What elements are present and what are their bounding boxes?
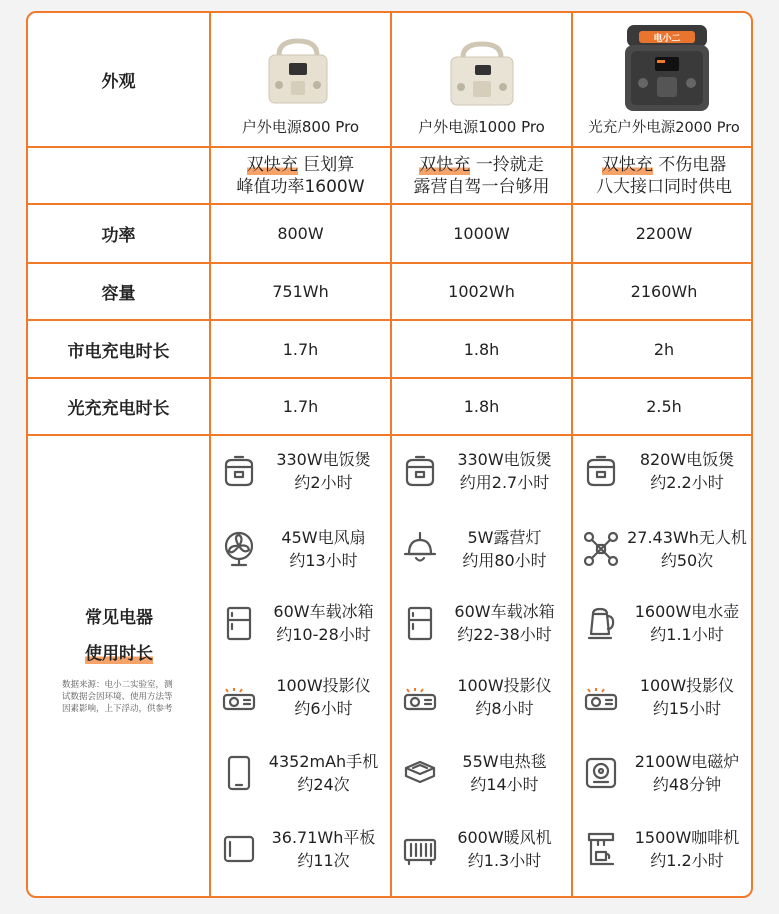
appliance-line1: 100W投影仪 — [639, 676, 735, 695]
appliance-text — [440, 526, 569, 572]
rice-cooker-icon — [581, 451, 621, 491]
appliance-text — [259, 674, 388, 720]
appearance-label: 外观 — [101, 72, 136, 92]
appliance-line1: 820W电饭煲 — [639, 450, 735, 469]
appliance-text — [621, 674, 753, 720]
appliance-line2: 约24次 — [297, 775, 350, 794]
spec-value: 1.8h — [463, 339, 500, 359]
appliance-text — [621, 526, 753, 572]
slogan-1000pro — [392, 148, 571, 203]
product-image-1000pro — [447, 39, 517, 109]
slogan-text: 巨划算 — [297, 154, 355, 175]
appliance-line2: 约10-28小时 — [276, 625, 371, 644]
appliance-text — [621, 750, 753, 796]
appliance-item — [219, 669, 388, 725]
slogan-2000pro — [573, 148, 753, 203]
appliance-line1: 27.43Wh无人机 — [627, 528, 747, 547]
row-divider — [28, 434, 751, 436]
appliance-text — [440, 448, 569, 494]
appliance-line2: 约50次 — [660, 551, 714, 570]
spec-value: 1.7h — [282, 339, 319, 359]
spec-value: 2200W — [635, 224, 693, 243]
appliance-line1: 600W暖风机 — [457, 828, 552, 847]
appliance-text — [259, 526, 388, 572]
spec-value: 1002Wh — [448, 282, 515, 301]
appliance-line2: 约8小时 — [475, 699, 534, 718]
appliance-line2: 约2.2小时 — [650, 473, 724, 492]
tablet-icon — [219, 829, 259, 869]
appliance-line1: 45W电风扇 — [281, 528, 366, 547]
appliance-item — [400, 745, 569, 801]
comparison-table — [26, 11, 753, 898]
spec-value: 2.5h — [646, 397, 682, 416]
fridge-icon — [400, 603, 440, 643]
slogan-highlight: 双快充 — [246, 154, 298, 175]
appliance-item — [400, 521, 569, 577]
appliance-line2: 约1.3小时 — [467, 851, 542, 870]
spec-value: 2h — [653, 339, 675, 359]
appliance-line2: 约13小时 — [289, 551, 358, 570]
appliance-line1: 4352mAh手机 — [268, 752, 379, 771]
slogan-text: 一拎就走 — [470, 154, 544, 175]
appliance-text — [259, 600, 388, 646]
appliance-line1: 55W电热毯 — [462, 752, 547, 771]
appliance-line2: 约用2.7小时 — [459, 473, 550, 492]
appliance-item — [581, 821, 753, 877]
appliance-line2: 约48分钟 — [652, 775, 722, 794]
appliance-item — [219, 521, 388, 577]
fan-icon — [219, 529, 259, 569]
phone-icon — [219, 753, 259, 793]
slogan-line2: 八大接口同时供电 — [596, 176, 732, 197]
appliance-item — [400, 821, 569, 877]
appliance-item — [581, 443, 753, 499]
slogan-text: 不伤电器 — [652, 154, 727, 175]
product-name-800pro: 户外电源800 Pro — [241, 118, 360, 136]
appliance-line1: 1500W咖啡机 — [634, 828, 740, 847]
appliance-line1: 2100W电磁炉 — [634, 752, 740, 771]
slogan-highlight: 双快充 — [419, 154, 471, 175]
appliance-text — [440, 674, 569, 720]
appliance-text — [621, 826, 753, 872]
appliance-item — [581, 669, 753, 725]
appliance-text — [259, 826, 388, 872]
fridge-icon — [219, 603, 259, 643]
slogan-line2: 露营自驾一台够用 — [413, 176, 550, 197]
coffee-machine-icon — [581, 829, 621, 869]
spec-label-ac-charge: 市电充电时长 — [67, 341, 170, 362]
projector-icon — [581, 677, 621, 717]
appliance-text — [621, 600, 753, 646]
appliance-item — [581, 595, 753, 651]
appliance-line2: 约11次 — [297, 851, 350, 870]
spec-value: 1.8h — [463, 397, 500, 416]
appliance-item — [219, 821, 388, 877]
drone-icon — [581, 529, 621, 569]
spec-label-power: 功率 — [101, 226, 136, 246]
appliance-item — [581, 745, 753, 801]
appliance-line2: 约6小时 — [294, 699, 353, 718]
data-source-note: 数据来源：电小二实验室，测试数据会因环境、使用方法等因素影响，上下浮动，供参考 — [62, 680, 173, 714]
product-name-2000pro: 光充户外电源2000 Pro — [588, 120, 740, 136]
appliance-line2: 约15小时 — [652, 699, 722, 718]
appliance-item — [400, 669, 569, 725]
appliance-text — [440, 600, 569, 646]
spec-label-solar-charge: 光充充电时长 — [67, 399, 170, 419]
appliance-text — [440, 750, 569, 796]
spec-value: 1.7h — [282, 397, 319, 416]
appliance-item — [581, 521, 753, 577]
appliance-title-line2 — [28, 639, 210, 664]
slogan-highlight: 双快充 — [601, 154, 653, 175]
appliance-line1: 5W露营灯 — [467, 528, 542, 547]
projector-icon — [400, 677, 440, 717]
product-image-800pro — [265, 35, 331, 107]
appliance-item — [219, 745, 388, 801]
appliance-line1: 36.71Wh平板 — [271, 828, 376, 847]
induction-cooker-icon — [581, 753, 621, 793]
product-image-2000pro — [621, 21, 713, 115]
appliance-line2: 约2小时 — [294, 473, 353, 492]
appliance-line1: 330W电饭煲 — [276, 450, 371, 469]
kettle-icon — [581, 603, 621, 643]
spec-label-capacity: 容量 — [101, 284, 136, 304]
appliance-line1: 100W投影仪 — [457, 676, 552, 695]
appliance-item — [219, 595, 388, 651]
appliance-text — [259, 448, 388, 494]
heater-icon — [400, 829, 440, 869]
rice-cooker-icon — [400, 451, 440, 491]
spec-value: 800W — [277, 224, 324, 243]
rice-cooker-icon — [219, 451, 259, 491]
appliance-text — [440, 826, 569, 872]
projector-icon — [219, 677, 259, 717]
brand-mark: 电小二 — [653, 34, 681, 44]
appliance-line2: 约1.2小时 — [650, 851, 724, 870]
appliance-line2: 约22-38小时 — [457, 625, 552, 644]
appliance-item — [219, 443, 388, 499]
appliance-line1: 60W车载冰箱 — [273, 602, 374, 621]
appliance-title-line1: 常见电器 — [85, 608, 153, 628]
camp-lamp-icon — [400, 529, 440, 569]
appliance-text — [621, 448, 753, 494]
appliance-item — [400, 443, 569, 499]
spec-value: 751Wh — [272, 282, 329, 301]
appliance-title-highlight: 使用时长 — [85, 644, 153, 664]
spec-value: 1000W — [453, 224, 510, 243]
appliance-line2: 约1.1小时 — [650, 625, 724, 644]
appliance-line1: 100W投影仪 — [276, 676, 371, 695]
slogan-line2: 峰值功率1600W — [236, 176, 365, 197]
appliance-line1: 330W电饭煲 — [457, 450, 552, 469]
electric-blanket-icon — [400, 753, 440, 793]
product-name-1000pro: 户外电源1000 Pro — [418, 118, 545, 136]
appliance-item — [400, 595, 569, 651]
spec-value: 2160Wh — [630, 282, 698, 301]
appliance-line1: 60W车载冰箱 — [454, 602, 555, 621]
appliance-line1: 1600W电水壶 — [634, 602, 740, 621]
appliance-line2: 约用80小时 — [462, 551, 547, 570]
appliance-text — [259, 750, 388, 796]
slogan-800pro — [211, 148, 390, 203]
appliance-line2: 约14小时 — [470, 775, 539, 794]
